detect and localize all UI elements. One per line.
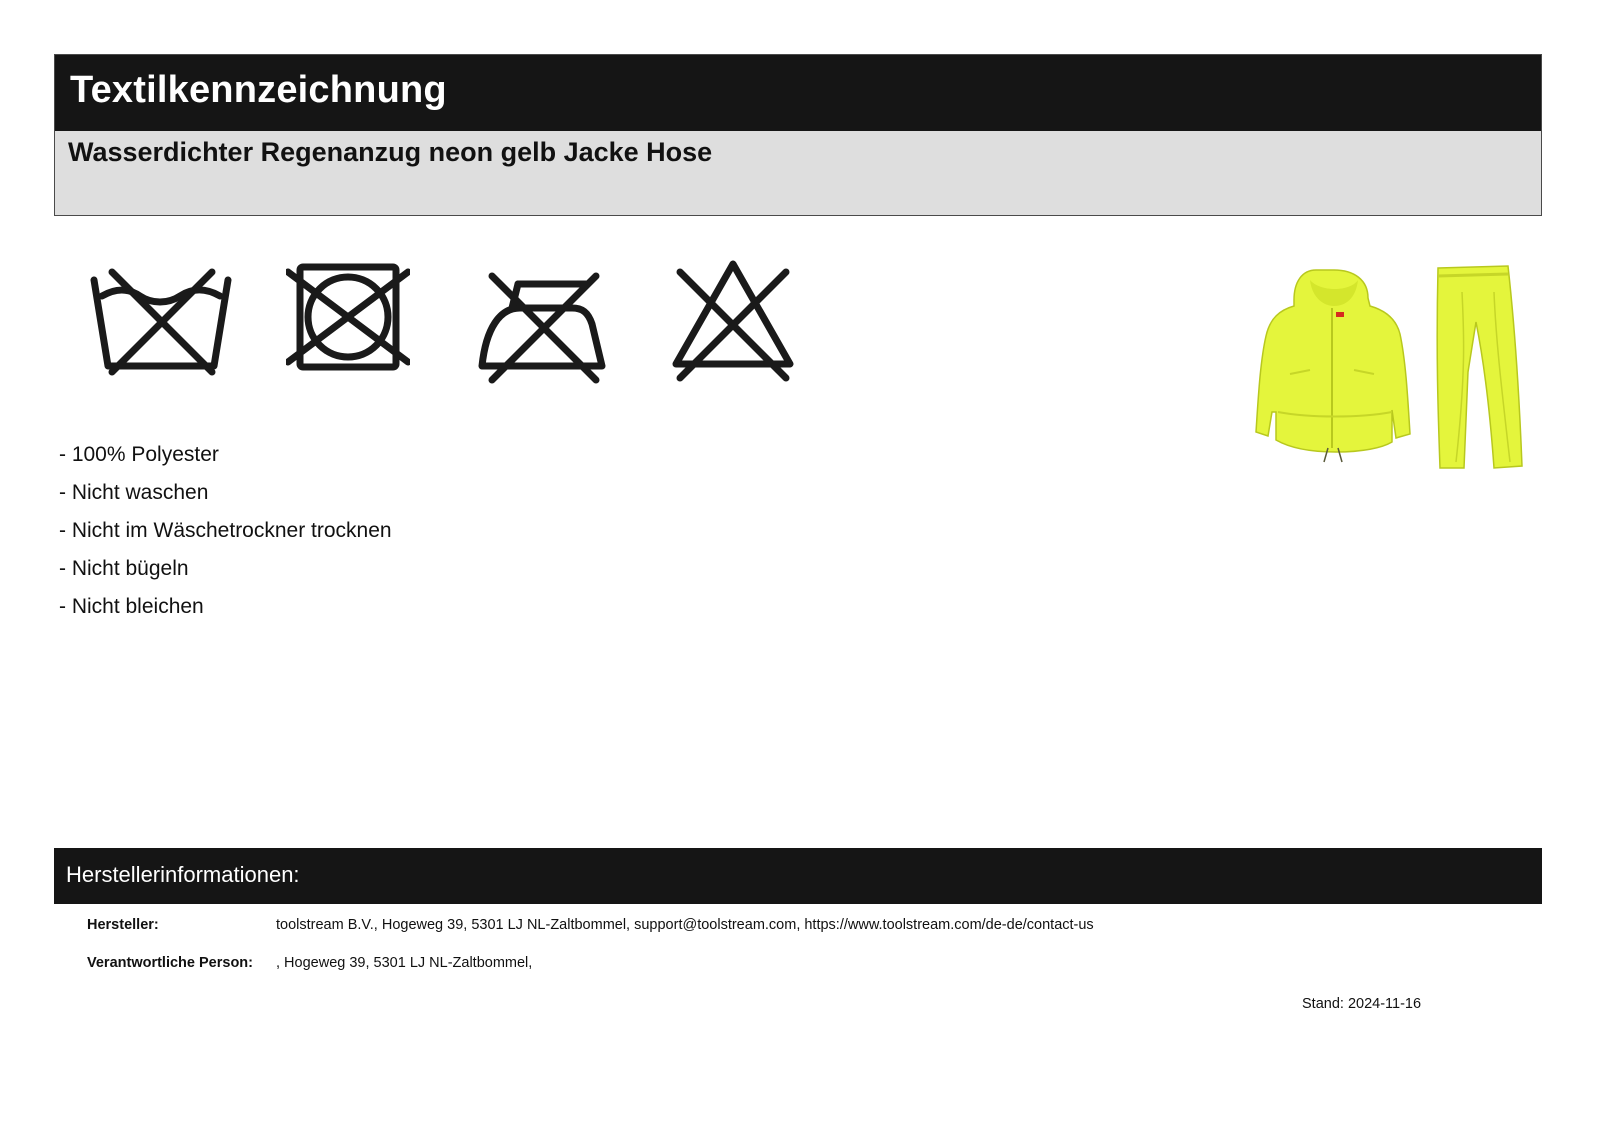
care-instructions-list <box>59 436 392 626</box>
manufacturer-info-heading: Herstellerinformationen: <box>54 848 1542 904</box>
do-not-tumble-dry-icon <box>286 262 410 372</box>
list-item: - 100% Polyester <box>59 443 219 466</box>
manufacturer-value: toolstream B.V., Hogeweg 39, 5301 LJ NL-Zaltbommel, support@toolstream.com, https://www.toolstream.com/de-de/contact-us <box>276 917 1094 933</box>
rain-jacket-image <box>1256 270 1410 462</box>
manufacturer-label: Hersteller: <box>87 917 159 933</box>
do-not-wash-icon <box>90 266 232 378</box>
product-name: Wasserdichter Regenanzug neon gelb Jacke Hose <box>68 137 713 167</box>
document-title: Textilkennzeichnung <box>55 55 1541 131</box>
responsible-person-label: Verantwortliche Person: <box>87 955 253 971</box>
stand-date: Stand: 2024-11-16 <box>1302 996 1422 1012</box>
do-not-bleach-icon <box>670 258 796 384</box>
list-item: - Nicht waschen <box>59 481 209 504</box>
list-item: - Nicht bleichen <box>59 595 204 618</box>
list-item: - Nicht bügeln <box>59 557 189 580</box>
rain-trousers-image <box>1437 266 1522 468</box>
do-not-iron-icon <box>478 268 608 384</box>
list-item: - Nicht im Wäschetrockner trocknen <box>59 519 392 542</box>
care-symbols <box>84 258 804 398</box>
document-header <box>54 54 1542 216</box>
responsible-person-value: , Hogeweg 39, 5301 LJ NL-Zaltbommel, <box>276 955 533 971</box>
rain-suit-jacket-trousers-image <box>1250 262 1535 482</box>
